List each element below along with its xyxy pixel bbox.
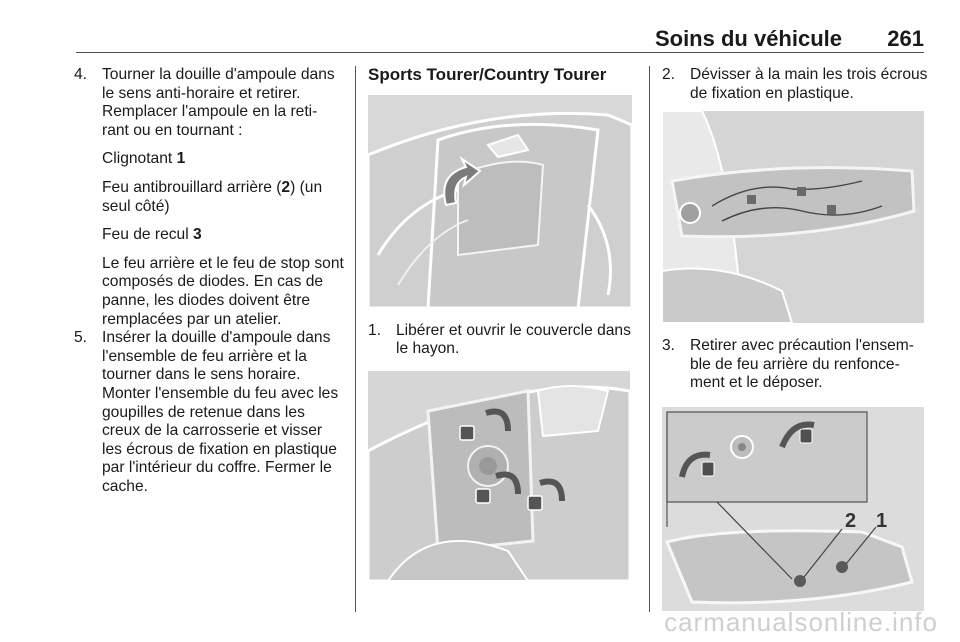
step-text: Libérer et ouvrir le couvercle dans le hayon. <box>396 321 631 358</box>
column-1 <box>74 66 344 496</box>
tailgate-cover-drawing <box>368 95 632 308</box>
step-note: Le feu arrière et le feu de stop sont composés de diodes. En cas de panne, les diodes doivent être remplacées par un atelier. <box>102 254 344 328</box>
callout-label: 1 <box>876 509 888 532</box>
column-3 <box>662 66 932 611</box>
step-2 <box>662 66 932 103</box>
bulb-item: Feu antibrouillard arrière (2) (un seul côté) <box>102 178 323 215</box>
column-2 <box>368 66 634 581</box>
section-heading: Sports Tourer/Country Tourer <box>368 65 607 84</box>
step-text: Retirer avec précaution l'ensem-ble de feu arrière du renfonce-ment et le déposer. <box>690 337 914 392</box>
step-text: Dévisser à la main les trois écrous de fixation en plastique. <box>690 66 928 102</box>
nuts-illustration <box>368 371 630 581</box>
step-number: 1. <box>368 321 382 339</box>
bulb-item: Feu de recul 3 <box>102 226 202 244</box>
step-text: Tourner la douille d'ampoule dans le sens anti-horaire et retirer. Remplacer l'ampoule en la reti-rant ou en tournant : <box>102 66 335 139</box>
step-1 <box>368 322 634 359</box>
column-divider <box>649 66 650 612</box>
callout-label: 2 <box>845 509 857 532</box>
step-number: 4. <box>74 66 88 83</box>
column-divider <box>355 66 356 612</box>
taillight-nuts-drawing <box>662 111 924 323</box>
step-text: Insérer la douille d'ampoule dans l'ensemble de feu arrière et la tourner dans le sens horaire. Monter l'ensemble du feu avec les goupilles de retenue dans les creux de la carrosserie et visser les écrous de fixation en plastique par l'intérieur du coffre. Fermer le cache. <box>102 329 339 495</box>
taillight-nuts-illustration <box>662 111 924 323</box>
watermark: carmanualsonline.info <box>664 607 938 637</box>
taillight-removal-illustration <box>662 407 924 611</box>
taillight-removal-drawing <box>662 407 924 611</box>
page-title: Soins du véhicule <box>654 26 842 51</box>
step-4 <box>74 66 344 329</box>
step-number: 5. <box>74 329 88 347</box>
page-number: 261 <box>887 26 924 51</box>
bulb-item: Clignotant 1 <box>102 150 186 168</box>
step-3 <box>662 337 932 393</box>
tailgate-cover-illustration <box>368 95 632 308</box>
step-5 <box>74 329 344 496</box>
step-number: 2. <box>662 66 676 83</box>
nuts-drawing <box>368 371 630 581</box>
page-header <box>60 26 924 52</box>
header-divider <box>76 52 924 53</box>
step-number: 3. <box>662 337 676 355</box>
